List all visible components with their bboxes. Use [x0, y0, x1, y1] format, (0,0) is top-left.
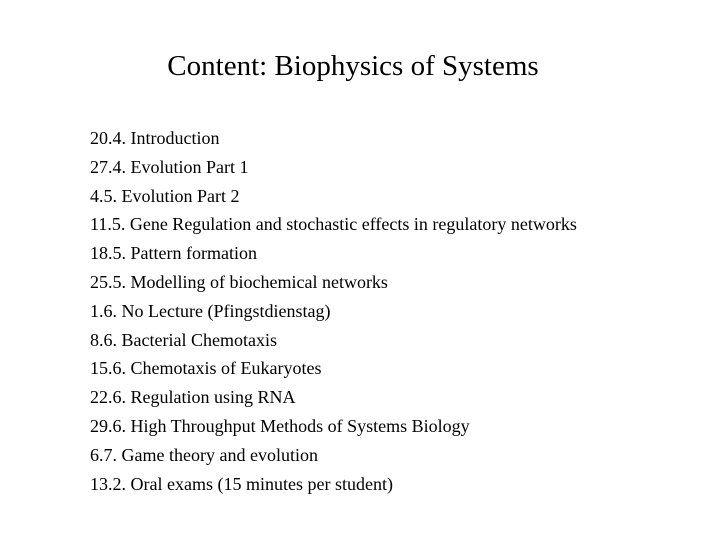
schedule-item: 6.7. Game theory and evolution	[90, 444, 318, 465]
schedule-item: 18.5. Pattern formation	[90, 243, 257, 264]
schedule-item: 13.2. Oral exams (15 minutes per student)	[90, 473, 393, 494]
schedule-item: 29.6. High Throughput Methods of Systems Biology	[90, 415, 470, 436]
schedule-item: 15.6. Chemotaxis of Eukaryotes	[90, 358, 322, 379]
schedule-item: 1.6. No Lecture (Pfingstdienstag)	[90, 300, 331, 321]
schedule-item: 27.4. Evolution Part 1	[90, 156, 249, 177]
schedule-item: 8.6. Bacterial Chemotaxis	[90, 329, 277, 350]
slide-title: Content: Biophysics of Systems	[167, 50, 539, 82]
schedule-item: 4.5. Evolution Part 2	[90, 185, 240, 206]
schedule-item: 20.4. Introduction	[90, 128, 220, 148]
schedule-item: 25.5. Modelling of biochemical networks	[90, 271, 388, 292]
schedule-item: 22.6. Regulation using RNA	[90, 387, 296, 408]
schedule-item: 11.5. Gene Regulation and stochastic effects in regulatory networks	[90, 214, 577, 235]
lecture-schedule-list	[90, 124, 577, 498]
